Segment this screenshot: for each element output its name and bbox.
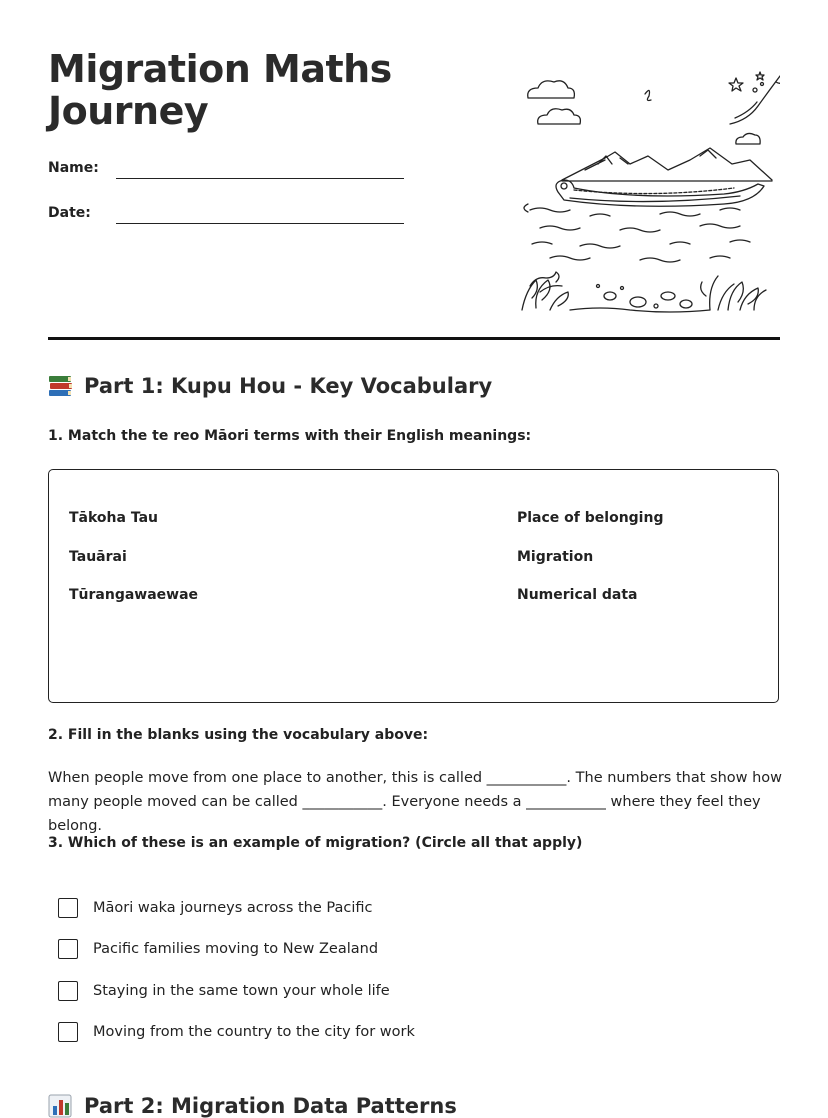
bar-chart-emoji-icon	[48, 1094, 74, 1118]
option-1[interactable]	[58, 898, 372, 918]
question-2: 2. Fill in the blanks using the vocabulary above:	[48, 727, 429, 743]
name-field[interactable]	[48, 160, 116, 176]
title-line-1: Migration Maths	[48, 47, 392, 91]
question-1: 1. Match the te reo Māori terms with their English meanings:	[48, 428, 532, 444]
term-tauarai[interactable]: Tauārai	[69, 549, 127, 565]
part2-heading	[48, 1094, 457, 1118]
title-line-2: Journey	[48, 89, 209, 133]
option-4-label: Moving from the country to the city for work	[93, 1024, 415, 1040]
name-line[interactable]	[116, 178, 404, 179]
option-4[interactable]	[58, 1022, 415, 1042]
option-3-label: Staying in the same town your whole life	[93, 983, 390, 999]
part1-heading-text: Part 1: Kupu Hou - Key Vocabulary	[84, 374, 493, 398]
date-field[interactable]	[48, 205, 116, 221]
checkbox-4[interactable]	[58, 1022, 78, 1042]
fill-in-blanks-text[interactable]: When people move from one place to another, this is called ___________. The numbers that show how many people moved can be called ___________. Everyone needs a ___________ where they feel they belong.	[48, 770, 783, 834]
part1-heading	[48, 374, 492, 398]
books-emoji-icon	[48, 374, 74, 398]
option-3[interactable]	[58, 981, 390, 1001]
term-takoha-tau[interactable]: Tākoha Tau	[69, 510, 158, 526]
meaning-numerical-data[interactable]: Numerical data	[517, 587, 638, 603]
part2-heading-text: Part 2: Migration Data Patterns	[84, 1094, 457, 1118]
meaning-place-of-belonging[interactable]: Place of belonging	[517, 510, 664, 526]
section-divider	[48, 337, 780, 340]
date-label: Date:	[48, 205, 91, 221]
date-line[interactable]	[116, 223, 404, 224]
option-1-label: Māori waka journeys across the Pacific	[93, 900, 373, 916]
question-3: 3. Which of these is an example of migration? (Circle all that apply)	[48, 835, 583, 851]
option-2[interactable]	[58, 939, 378, 959]
term-turangawaewae[interactable]: Tūrangawaewae	[69, 587, 199, 603]
meaning-migration[interactable]: Migration	[517, 549, 594, 565]
checkbox-2[interactable]	[58, 939, 78, 959]
waka-landscape-illustration	[510, 60, 780, 320]
checkbox-3[interactable]	[58, 981, 78, 1001]
matching-box	[48, 469, 779, 703]
name-label: Name:	[48, 160, 99, 176]
checkbox-1[interactable]	[58, 898, 78, 918]
page-title	[48, 48, 468, 132]
option-2-label: Pacific families moving to New Zealand	[93, 941, 379, 957]
